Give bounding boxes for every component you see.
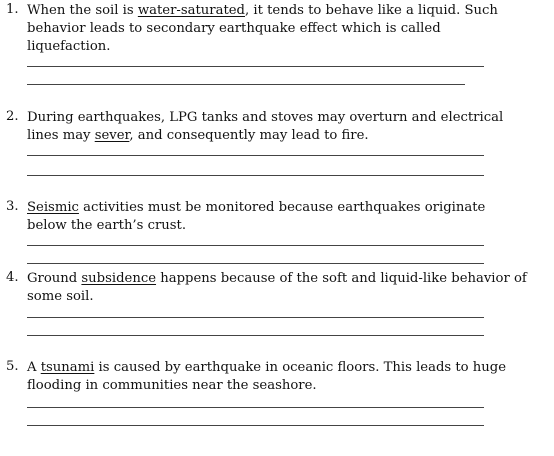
answer-line[interactable] xyxy=(27,335,484,336)
answer-line[interactable] xyxy=(27,84,465,85)
answer-line[interactable] xyxy=(27,66,484,67)
answer-line[interactable] xyxy=(27,245,484,246)
underlined-term: sever xyxy=(94,128,130,143)
underlined-term: tsunami xyxy=(40,360,95,375)
question-number: 2. xyxy=(6,109,19,124)
question-statement: A tsunami is caused by earthquake in oceanic floors. This leads to huge flooding in communities near the seashore. xyxy=(27,360,507,393)
question-statement: Ground subsidence happens because of the soft and liquid-like behavior of some soil. xyxy=(27,271,527,304)
underlined-term: subsidence xyxy=(81,271,157,286)
question-number: 4. xyxy=(6,270,19,285)
answer-line[interactable] xyxy=(27,407,484,408)
answer-line[interactable] xyxy=(27,425,484,426)
question-number: 1. xyxy=(6,2,19,17)
answer-line[interactable] xyxy=(27,175,484,176)
underlined-term: water-saturated xyxy=(137,3,245,18)
answer-line[interactable] xyxy=(27,263,484,264)
answer-line[interactable] xyxy=(27,317,484,318)
question-statement: When the soil is water-saturated, it tends to behave like a liquid. Such behavior leads to secondary earthquake effect which is called liquefaction. xyxy=(27,3,498,54)
question-number: 5. xyxy=(6,359,19,374)
question-statement: Seismic activities must be monitored because earthquakes originate below the earth’s crust. xyxy=(27,200,486,233)
answer-line[interactable] xyxy=(27,155,484,156)
question-number: 3. xyxy=(6,199,19,214)
underlined-term: Seismic xyxy=(27,200,79,215)
question-statement: During earthquakes, LPG tanks and stoves may overturn and electrical lines may sever, and consequently may lead to fire. xyxy=(27,110,504,143)
